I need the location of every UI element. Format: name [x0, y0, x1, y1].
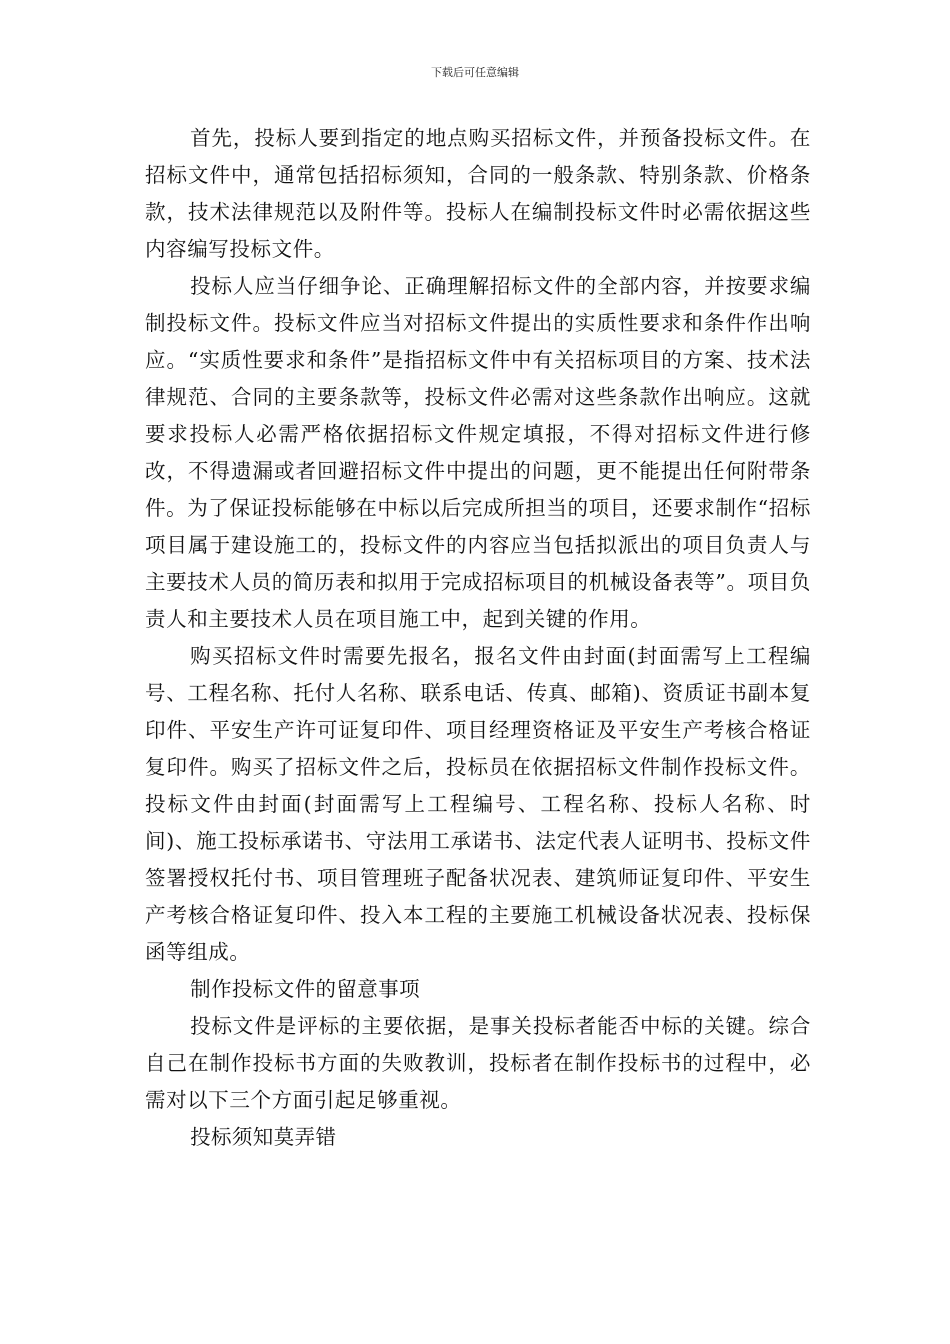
- section-heading-instructions: 投标须知莫弄错: [190, 1125, 337, 1149]
- paragraph-purchase-bidding-documents: 首先，投标人要到指定的地点购买招标文件，并预备投标文件。在招标文件中，通常包括招标须知，合同的一般条款、特别条款、价格条款，技术法律规范以及附件等。投标人在编制投标文件时必需依据这些内容编写投标文件。: [145, 126, 811, 261]
- document-body: [145, 120, 811, 1156]
- paragraph-understand-requirements: 投标人应当仔细争论、正确理解招标文件的全部内容，并按要求编制投标文件。投标文件应当对招标文件提出的实质性要求和条件作出响应。“实质性要求和条件”是指招标文件中有关招标项目的方案、技术法律规范、合同的主要条款等，投标文件必需对这些条款作出响应。这就要求投标人必需严格依据招标文件规定填报，不得对招标文件进行修改，不得遗漏或者回避招标文件中提出的问题，更不能提出任何附带条件。为了保证投标能够在中标以后完成所担当的项目，还要求制作“招标项目属于建设施工的，投标文件的内容应当包括拟派出的项目负责人与主要技术人员的简历表和拟用于完成招标项目的机械设备表等”。项目负责人和主要技术人员在项目施工中，起到关键的作用。: [145, 274, 811, 631]
- page-header-note: 下载后可任意编辑: [431, 66, 519, 79]
- section-heading-precautions: 制作投标文件的留意事项: [190, 977, 420, 1001]
- paragraph-bid-importance: 投标文件是评标的主要依据，是事关投标者能否中标的关键。综合自己在制作投标书方面的失败教训，投标者在制作投标书的过程中，必需对以下三个方面引起足够重视。: [145, 1014, 811, 1112]
- paragraph-registration-files: 购买招标文件时需要先报名，报名文件由封面(封面需写上工程编号、工程名称、托付人名称、联系电话、传真、邮箱)、资质证书副本复印件、平安生产许可证复印件、项目经理资格证及平安生产考核合格证复印件。购买了招标文件之后，投标员在依据招标文件制作投标文件。投标文件由封面(封面需写上工程编号、工程名称、投标人名称、时间)、施工投标承诺书、守法用工承诺书、法定代表人证明书、投标文件签署授权托付书、项目管理班子配备状况表、建筑师证复印件、平安生产考核合格证复印件、投入本工程的主要施工机械设备状况表、投标保函等组成。: [145, 644, 811, 964]
